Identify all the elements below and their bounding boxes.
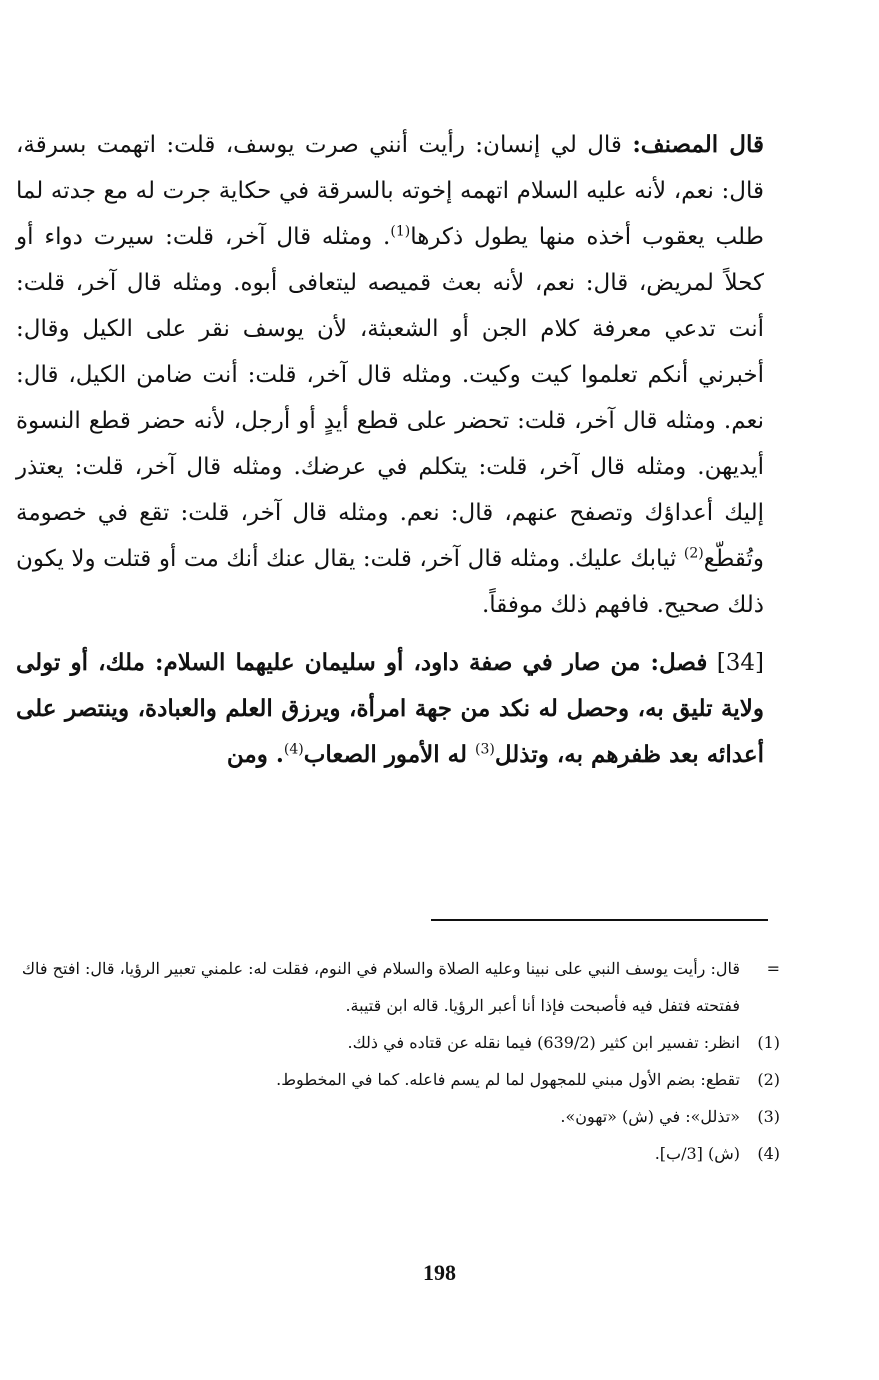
footnote-text: تقطع: بضم الأول مبني للمجهول لما لم يسم فاعله. كما في المخطوط. [276, 1070, 740, 1089]
paragraph-1-text-a: قال لي إنسان: رأيت أنني صرت يوسف، قلت: اتهمت بسرقة، قال: نعم، لأنه عليه السلام اتهمه إخوته بالسرقة في حكاية جرت له مع جدته لما طلب يعقوب أخذه منها يطول ذكرها [16, 132, 764, 250]
paragraph-1-text-c: ثيابك عليك. ومثله قال آخر، قلت: يقال عنك أنك مت أو قتلت ولا يكون ذلك صحيح. فافهم ذلك موفقاً. [16, 546, 764, 618]
footnote-ref-1: (1) [390, 223, 411, 240]
footnote-1 [20, 1024, 780, 1061]
footnote-marker: (2) [757, 1070, 780, 1089]
footnote-ref-4: (4) [283, 741, 304, 758]
footnote-separator [431, 919, 768, 921]
page-number: 198 [423, 1260, 456, 1285]
paragraph-2-text-b: له الأمور الصعاب [303, 741, 475, 768]
footnote-text: قال: رأيت يوسف النبي على نبينا وعليه الصلاة والسلام في النوم، فقلت له: علمني تعبير الرؤيا، قال: افتح فاك ففتحته فتفل فيه فأصبحت فإذا أنا أعبر الرؤيا. قاله ابن قتيبة. [21, 959, 740, 1015]
paragraph-2 [16, 640, 764, 778]
footnote-ref-3: (3) [475, 741, 495, 758]
main-text-block [16, 122, 764, 778]
footnote-marker: (3) [757, 1107, 780, 1126]
footnote-4 [20, 1135, 780, 1172]
footnotes-block [20, 950, 780, 1172]
paragraph-1 [16, 122, 764, 628]
footnote-marker: (1) [757, 1033, 780, 1052]
footnote-marker: (4) [757, 1144, 780, 1163]
footnote-2 [20, 1061, 780, 1098]
footnote-text: «تذلل»: في (ش) «تهون». [560, 1107, 740, 1126]
section-heading: فصل: [650, 649, 708, 676]
footnote-marker: = [766, 959, 780, 978]
paragraph-1-text-b: . ومثله قال آخر، قلت: سيرت دواء أو كحلاً لمريض، قال: نعم، لأنه بعث قميصه ليتعافى أبوه. ومثله قال آخر، قلت: أنت تدعي معرفة كلام الجن أو الشعبثة، لأن يوسف نقر على الكيل وقال: أخبرني أنكم تعلموا كيت وكيت. ومثله قال آخر، قلت: أنت ضامن الكيل، قال: نعم. ومثله قال آخر، قلت: تحضر على قطع أيدٍ أو أرجل، لأنه حضر قطع النسوة أيديهن. ومثله قال آخر، قلت: يتكلم في عرضك. ومثله قال آخر، قلت: يعتذر إليك أعداؤك وتصفح عنهم، قال: نعم. ومثله قال آخر، قلت: تقع في خصومة وتُقطّع [16, 224, 764, 572]
section-number: [34] [707, 650, 764, 676]
footnote-3 [20, 1098, 780, 1135]
paragraph-2-text-a: من صار في صفة داود، أو سليمان عليهما السلام: ملك، أو تولى ولاية تليق به، وحصل له نكد من جهة امرأة، ويرزق العلم والعبادة، وينتصر على أعدائه بعد ظفرهم به، وتذلل [16, 649, 764, 768]
paragraph-2-text-c: . ومن [226, 741, 284, 768]
paragraph-1-lead: قال المصنف: [632, 131, 764, 158]
footnote-text: (ش) [3/ب]. [654, 1144, 740, 1163]
footnote-text: انظر: تفسير ابن كثير (639/2) فيما نقله عن قتاده في ذلك. [347, 1033, 740, 1052]
footnote-ref-2: (2) [683, 545, 704, 562]
footnote-continuation [20, 950, 780, 1024]
